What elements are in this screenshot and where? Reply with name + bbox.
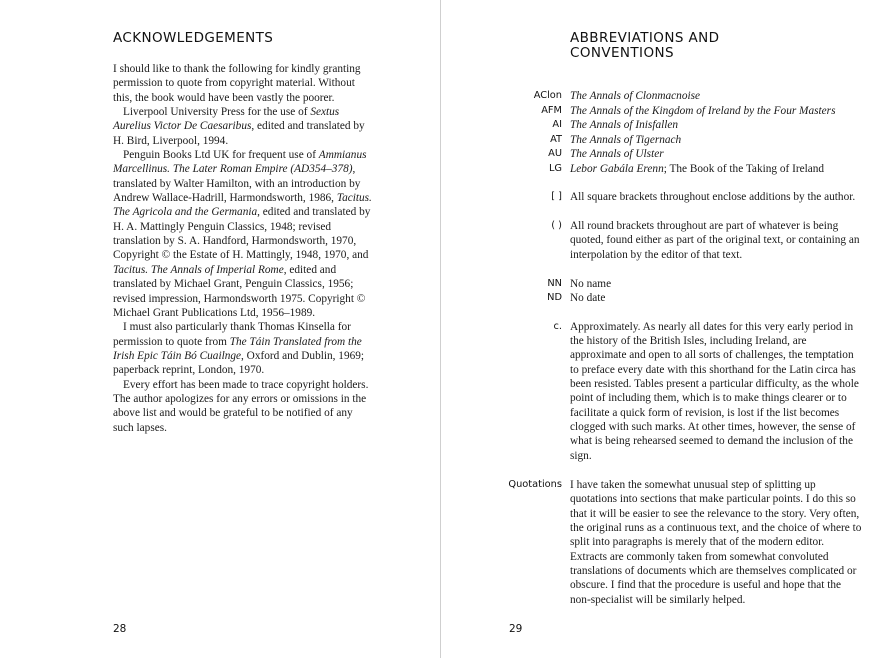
page-number-right: 29 xyxy=(509,623,523,635)
abbreviations-heading xyxy=(570,31,810,61)
convention-definition: All round brackets throughout are part of whatever is being quoted, found either as part of the original text, or containing an interpolation by the editor of that text. xyxy=(570,220,860,261)
convention-term: c. xyxy=(553,320,562,332)
page-number-left: 28 xyxy=(113,623,127,635)
abbreviation-definition: The Annals of Inisfallen xyxy=(570,119,679,131)
convention-term: Quotations xyxy=(508,479,562,490)
abbreviation-term: AI xyxy=(552,119,562,130)
abbreviation-term: AT xyxy=(550,133,562,145)
convention-term: ND xyxy=(547,292,562,303)
abbreviation-definition: The Annals of Tigernach xyxy=(570,133,682,146)
convention-term: NN xyxy=(547,277,562,289)
convention-definition: I have taken the somewhat unusual step of splitting up quotations into sections that make particular points. I do this so that it will be easier to see the relevance to the story. Very often, the original runs as a continuous text, and the choice of where to split into paragraphs is merely that of the modern editor. Extracts are commonly taken from somewhat convoluted translations of documents which are themselves complicated or obscure. I find that the procedure is useful and hope that the non-specialist will be similarly helped. xyxy=(570,479,862,606)
convention-term: [ ] xyxy=(551,191,562,202)
abbreviation-definition: The Annals of Ulster xyxy=(570,148,664,160)
acknowledgements-body xyxy=(113,62,375,435)
heading-line-1: ABBREVIATIONS AND xyxy=(570,30,720,46)
ack-paragraph-3: Penguin Books Ltd UK for frequent use of Ammianus Marcellinus. The Later Roman Empire (AD354–378), translated by Walter Hamilton, with an introduction by Andrew Wallace-Hadrill, Harmondsworth, 1986, Tacitus. The Agricola and the Germania, edited and translated by H. A. Mattingly Penguin Classics, 1948; revised translation by S. A. Handford, Harmondsworth, 1970, Copyright © the Estate of H. Mattingly, 1948, 1970, and Tacitus. The Annals of Imperial Rome, edited and translated by Michael Grant, Penguin Classics, 1956; revised impression, Harmondsworth 1975. Copyright © Michael Grant Publications Ltd, 1956–1989. xyxy=(113,149,372,319)
abbreviation-term: AFM xyxy=(541,104,562,116)
abbreviation-term: AU xyxy=(548,148,562,159)
acknowledgements-heading: ACKNOWLEDGEMENTS xyxy=(113,30,274,46)
ack-paragraph-5: Every effort has been made to trace copyright holders. The author apologizes for any errors or omissions in the above list and would be grateful to be notified of any such lapses. xyxy=(113,378,369,434)
ack-paragraph-2: Liverpool University Press for the use of Sextus Aurelius Victor De Caesaribus, edited and translated by H. Bird, Liverpool, 1994. xyxy=(113,106,365,147)
abbreviation-term: AClon xyxy=(533,90,562,101)
ack-paragraph-1: I should like to thank the following for kindly granting permission to quote from copyright material. Without this, the book would have been vastly the poorer. xyxy=(113,63,361,104)
abbreviation-definition: The Annals of Clonmacnoise xyxy=(570,90,701,102)
convention-definition: Approximately. As nearly all dates for this very early period in the history of the British Isles, including Ireland, are approximate and open to all sorts of challenges, the temptation to preface every date with this shorthand for the Latin circa has been resisted. Tables present a particular difficulty, as the whole point of including them, which is to make things clearer or to facilitate a quick form of revision, is lost if the list becomes clogged with such marks. At other times, however, the sense of what is being rehearsed seemed to demand the inclusion of the sign. xyxy=(570,320,859,462)
convention-definition: No name xyxy=(570,277,612,290)
convention-definition: All square brackets throughout enclose additions by the author. xyxy=(570,191,856,203)
ack-paragraph-4: I must also particularly thank Thomas Kinsella for permission to quote from The Táin Translated from the Irish Epic Táin Bó Cuailnge, Oxford and Dublin, 1969; paperback reprint, London, 1970. xyxy=(113,321,365,377)
page-gutter xyxy=(440,0,441,658)
convention-definition: No date xyxy=(570,292,606,304)
abbreviation-definition: Lebor Gabála Erenn; The Book of the Taking of Ireland xyxy=(570,162,825,175)
convention-term: ( ) xyxy=(551,220,562,231)
abbreviation-term: LG xyxy=(548,162,562,174)
heading-line-2: CONVENTIONS xyxy=(570,45,674,61)
left-page xyxy=(113,31,375,435)
abbreviation-definition: The Annals of the Kingdom of Ireland by the Four Masters xyxy=(570,104,836,117)
